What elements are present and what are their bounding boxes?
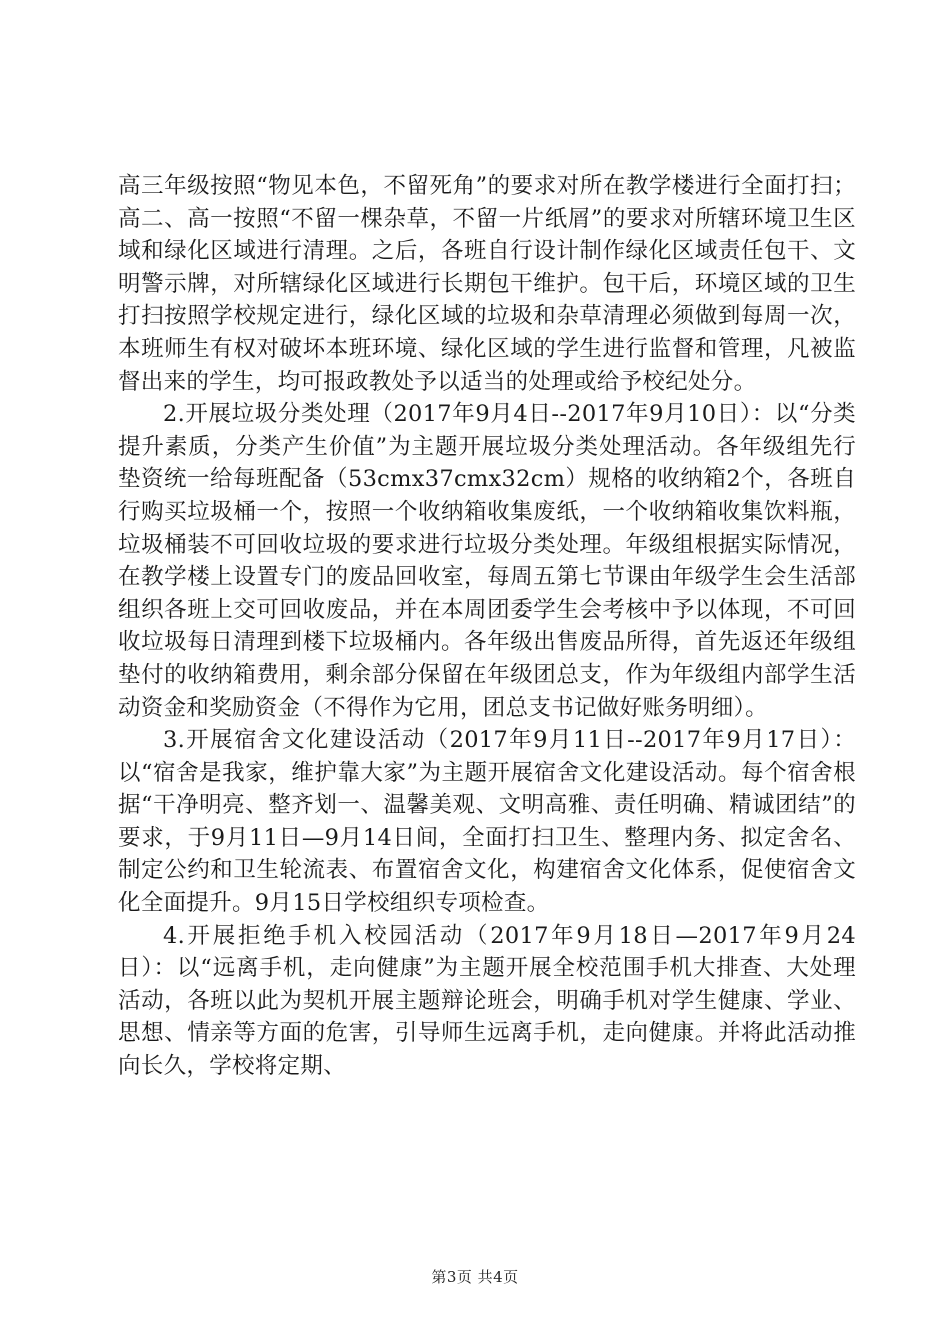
paragraph-3: 3.开展宿舍文化建设活动（2017年9月11日--2017年9月17日）：以“宿舍是我家，维护靠大家”为主题开展宿舍文化建设活动。每个宿舍根据“干净明亮、整齐划一、温馨美观、文明高雅、责任明确、精诚团结”的要求，于9月11日—9月14日间，全面打扫卫生、整理内务、拟定舍名、制定公约和卫生轮流表、布置宿舍文化，构建宿舍文化体系，促使宿舍文化全面提升。9月15日学校组织专项检查。 xyxy=(118,727,856,917)
paragraph-1: 高三年级按照“物见本色，不留死角”的要求对所在教学楼进行全面打扫；高二、高一按照“不留一棵杂草，不留一片纸屑”的要求对所辖环境卫生区域和绿化区域进行清理。之后，各班自行设计制作绿化区域责任包干、文明警示牌，对所辖绿化区域进行长期包干维护。包干后，环境区域的卫生打扫按照学校规定进行，绿化区域的垃圾和杂草清理必须做到每周一次，本班师生有权对破坏本班环境、绿化区域的学生进行监督和管理，凡被监督出来的学生，均可报政教处予以适当的处理或给予校纪处分。 xyxy=(118,173,856,395)
document-body xyxy=(118,170,856,1083)
paragraph-4: 4.开展拒绝手机入校园活动（2017年9月18日—2017年9月24日）：以“远离手机，走向健康”为主题开展全校范围手机大排查、大处理活动，各班以此为契机开展主题辩论班会，明确手机对学生健康、学业、思想、情亲等方面的危害，引导师生远离手机，走向健康。并将此活动推向长久，学校将定期、 xyxy=(118,922,856,1080)
paragraph-2: 2.开展垃圾分类处理（2017年9月4日--2017年9月10日）：以“分类提升素质，分类产生价值”为主题开展垃圾分类处理活动。各年级组先行垫资统一给每班配备（53cmx37cmx32cm）规格的收纳箱2个，各班自行购买垃圾桶一个，按照一个收纳箱收集废纸，一个收纳箱收集饮料瓶，垃圾桶装不可回收垃圾的要求进行垃圾分类处理。年级组根据实际情况，在教学楼上设置专门的废品回收室，每周五第七节课由年级学生会生活部组织各班上交可回收废品，并在本周团委学生会考核中予以体现，不可回收垃圾每日清理到楼下垃圾桶内。各年级出售废品所得，首先返还年级组垫付的收纳箱费用，剩余部分保留在年级团总支，作为年级组内部学生活动资金和奖励资金（不得作为它用，团总支书记做好账务明细）。 xyxy=(118,401,856,721)
page-number-footer: 第3页 共4页 xyxy=(431,1268,519,1286)
